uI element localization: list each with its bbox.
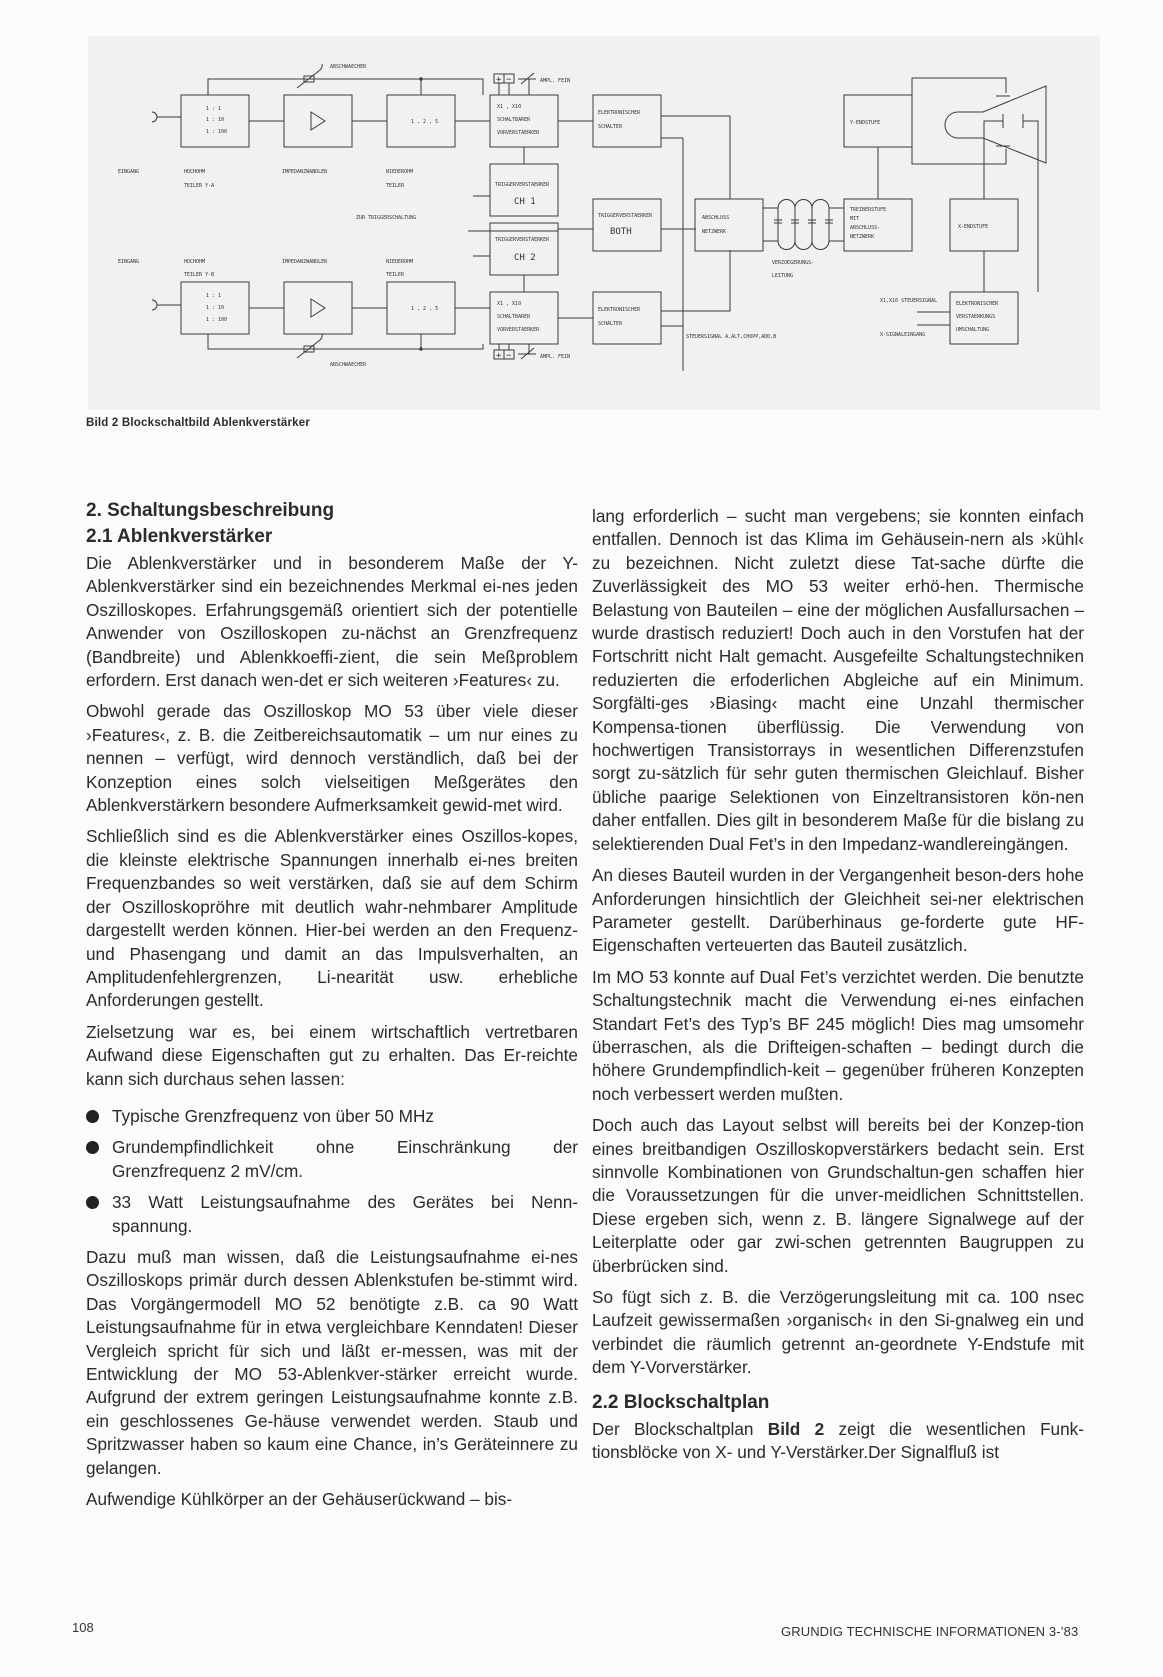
svg-text:X1,X10 STEUERSIGNAL: X1,X10 STEUERSIGNAL — [880, 298, 938, 304]
svg-text:AMPL. FEIN: AMPL. FEIN — [540, 354, 571, 360]
svg-text:TRIGGERVERSTAERKER: TRIGGERVERSTAERKER — [495, 182, 550, 188]
svg-text:+: + — [496, 75, 502, 85]
svg-text:UMSCHALTUNG: UMSCHALTUNG — [956, 327, 990, 333]
paragraph: Zielsetzung war es, bei einem wirtschaftlich vertretbaren Aufwand diese Eigenschaften gut zu erhalten. Das Er-reichte kann sich durchaus sehen lassen: — [86, 1021, 578, 1089]
paragraph: An dieses Bauteil wurden in der Vergangenheit beson-ders hohe Anforderungen hinsichtlich der Gleichheit sei-ner elektrischen Parameter gestellt. Darüberhinaus ge-forderte gute HF-Eigenschaften verteuerten das Bauteil zusätzlich. — [592, 865, 1084, 956]
svg-text:EINGANG: EINGANG — [118, 169, 140, 175]
trigger-amp-both-box — [593, 199, 661, 251]
feature-list — [86, 1105, 578, 1238]
electronic-switch-b-box — [593, 292, 661, 344]
svg-text:X1 , X10: X1 , X10 — [497, 104, 522, 110]
svg-text:−: − — [506, 75, 512, 85]
page-number: 108 — [72, 1620, 94, 1635]
svg-text:IMPEDANZWANDLER: IMPEDANZWANDLER — [282, 169, 328, 175]
paragraph: Schließlich sind es die Ablenkverstärker eines Oszillos-kopes, die kleinste elektrische Spannungen innerhalb ei-nes breiten Frequenzbandes so weit verstärken, daß sie auf dem Schirm der Oszilloskopröhre mit deutlich wahr-nehmbarer Amplitude dargestellt werden können. Hier-bei werden an den Frequenz- und Phasengang und damit an das Impulsverhalten, an Amplitudenfehlergrenzen, Li-nearität usw. erhebliche Anforderungen gestellt. — [86, 826, 578, 1011]
svg-text:SCHALTBARER: SCHALTBARER — [497, 314, 531, 320]
paragraph: So fügt sich z. B. die Verzögerungsleitung mit ca. 100 nsec Laufzeit gewissermaßen ›organisch‹ in den Si-gnalweg ein und verbindet die räumlich getrennt an-geordnete Y-Endstufe mit dem Y-Vorverstärker. — [592, 1287, 1084, 1378]
crt-tube-icon — [912, 78, 1046, 292]
svg-text:TRIGGERVERSTAERKER: TRIGGERVERSTAERKER — [495, 237, 550, 243]
svg-text:CH 2: CH 2 — [514, 253, 536, 263]
svg-text:1 : 10: 1 : 10 — [206, 117, 225, 123]
svg-text:1 , 2 , 5: 1 , 2 , 5 — [411, 306, 439, 312]
svg-text:NIEDEROHM: NIEDEROHM — [386, 259, 414, 265]
svg-text:VORVERSTAERKER: VORVERSTAERKER — [497, 327, 540, 333]
paragraph: lang erforderlich – sucht man vergebens; sie konnten einfach entfallen. Dennoch ist das Klima im Gehäusein-nern als ›kühl‹ zu bezeichnen. Nicht zuletzt diese Tat-sache dürfte die Zuverlässigkeit des MO 53 weiter erhö-hen. Thermische Belastung von Bauteilen – eine der möglichen Ausfallursachen – wurde drastisch reduziert! Doch auch in den Vorstufen hat der Fortschritt nicht Halt gemacht. Ausgefeilte Schaltungstechniken reduzierten die erfoderlichen Abgleiche auf ein Minimum. Sorgfälti-ges ›Biasing‹ macht eine Unzahl thermischer Kompensa-tionen überflüssig. Die Verwendung von hochwertigen Transistorrays in wesentlichen Differenzstufen sorgt zu-sätzlich für sehr guten thermischen Gleichlauf. Bisher übliche paarige Selektionen von Einzeltransistoren kön-nen daher entfallen. Dies gilt in besonderem Maße für die bislang zu selektierenden Dual Fet’s in den Impedanz-wandlereingängen. — [592, 506, 1084, 854]
svg-text:ABSCHWAECHER: ABSCHWAECHER — [330, 64, 367, 70]
impedance-converter-a-box — [284, 95, 352, 147]
svg-text:X1 , X10: X1 , X10 — [497, 301, 522, 307]
svg-text:VERZOEGERUNGS-: VERZOEGERUNGS- — [772, 260, 815, 266]
svg-text:HOCHOHM: HOCHOHM — [184, 259, 206, 265]
svg-text:SCHALTER: SCHALTER — [598, 124, 623, 130]
svg-text:ABSCHWAECHER: ABSCHWAECHER — [330, 362, 367, 368]
svg-text:NETZWERK: NETZWERK — [702, 229, 727, 235]
svg-text:+: + — [496, 351, 502, 361]
svg-text:EINGANG: EINGANG — [118, 259, 140, 265]
svg-text:TEILER Y-B: TEILER Y-B — [184, 272, 215, 278]
figure-reference: Bild 2 — [767, 1418, 825, 1439]
impedance-converter-b-box — [284, 282, 352, 334]
svg-text:HOCHOHM: HOCHOHM — [184, 169, 206, 175]
figure-caption: Bild 2 Blockschaltbild Ablenkverstärker — [86, 417, 311, 429]
subsection-title-blockschaltplan: 2.2 Blockschaltplan — [592, 1391, 770, 1413]
svg-text:CH 1: CH 1 — [514, 197, 536, 207]
svg-text:BOTH: BOTH — [610, 227, 632, 237]
svg-text:TEILER: TEILER — [386, 183, 405, 189]
svg-text:STEUERSIGNAL A,ALT,CHOPP,ADD,B: STEUERSIGNAL A,ALT,CHOPP,ADD,B — [686, 334, 777, 340]
svg-text:ABSCHLUSS-: ABSCHLUSS- — [850, 225, 881, 231]
paragraph: Aufwendige Kühlkörper an der Gehäuserückwand – bis- — [86, 1489, 513, 1510]
svg-text:NETZWERK: NETZWERK — [850, 234, 875, 240]
svg-text:AMPL. FEIN: AMPL. FEIN — [540, 78, 571, 84]
electronic-switch-a-box — [593, 95, 661, 147]
svg-text:TEILER: TEILER — [386, 272, 405, 278]
termination-network-box — [695, 199, 763, 251]
svg-text:TREIBERSTUFE: TREIBERSTUFE — [850, 207, 887, 213]
svg-text:−: − — [506, 351, 512, 361]
svg-text:LEITUNG: LEITUNG — [772, 273, 794, 279]
paragraph: Der Blockschaltplan Bild 2 zeigt die wesentlichen Funk-tionsblöcke von X- und Y-Verstärker.Der Signalfluß ist — [592, 1418, 1084, 1463]
delay-line-icon — [763, 200, 844, 250]
bullet-dot-icon — [86, 1196, 99, 1209]
svg-text:X-ENDSTUFE: X-ENDSTUFE — [958, 224, 989, 230]
svg-text:TRIGGERVERSTAERKER: TRIGGERVERSTAERKER — [598, 213, 653, 219]
svg-text:SCHALTBARER: SCHALTBARER — [497, 117, 531, 123]
svg-text:1 : 1: 1 : 1 — [206, 293, 222, 299]
feature-item: Grundempfindlichkeit ohne Einschränkung der Grenzfrequenz 2 mV/cm. — [86, 1136, 578, 1183]
svg-text:VORVERSTAERKER: VORVERSTAERKER — [497, 130, 540, 136]
svg-text:ELEKTRONISCHER: ELEKTRONISCHER — [598, 110, 641, 116]
paragraph: Doch auch das Layout selbst will bereits bei der Konzep-tion eines breitbandigen Oszilloskopverstärkers bedacht sein. Erst sinnvolle Kombinationen von Grundschaltun-gen schaffen hier die Voraussetzungen für die unver-meidlichen Schnittstellen. Diese ergeben sich, wenn z. B. längere Signalwege auf der Leiterplatte oder gar zwi-schen getrennten Baugruppen zu überbrücken sind. — [592, 1115, 1084, 1276]
bullet-dot-icon — [86, 1141, 99, 1154]
svg-text:ZUR TRIGGERSCHALTUNG: ZUR TRIGGERSCHALTUNG — [356, 215, 417, 221]
paragraph: Obwohl gerade das Oszilloskop MO 53 über viele dieser ›Features‹, z. B. die Zeitbereichsautomatik – um nur eines zu nennen – verfügt, wird dennoch verständlich, daß bei der Konzeption eines solch vielseitigen Meßgerätes den Ablenkverstärkern besondere Aufmerksamkeit gewid-met wird. — [86, 701, 578, 816]
amplifier-triangle-icon — [311, 112, 325, 130]
journal-footer: GRUNDIG TECHNISCHE INFORMATIONEN 3-’83 — [781, 1624, 1079, 1639]
svg-text:IMPEDANZWANDLER: IMPEDANZWANDLER — [282, 259, 328, 265]
svg-text:SCHALTER: SCHALTER — [598, 321, 623, 327]
paragraph: Dazu muß man wissen, daß die Leistungsaufnahme ei-nes Oszilloskops primär durch dessen Ablenkstufen be-stimmt wird. Das Vorgängermodell MO 52 benötigte z.B. ca 90 Watt Leistungsaufnahme für in etwa vergleichbare Kenndaten! Dieser Vergleich spricht für sich und läßt er-messen, was mit der Entwicklung der MO 53-Ablenkver-stärker erreicht wurde. Aufgrund der extrem geringen Leistungsaufnahme konnte z.B. ein geschlossenes Ge-häuse verwendet werden. Staub und Spritzwasser haben so kaum eine Chance, in’s Geräteinnere zu gelangen. — [86, 1246, 578, 1478]
svg-text:X-SIGNALEINGANG: X-SIGNALEINGANG — [880, 332, 926, 338]
amplifier-triangle-icon — [311, 299, 325, 317]
svg-text:1 : 1: 1 : 1 — [206, 106, 222, 112]
paragraph: Die Ablenkverstärker und in besonderem Maße der Y-Ablenkverstärker sind ein bezeichnendes Merkmal ei-nes jeden Oszilloskopes. Erfahrungsgemäß orientiert sich der potentielle Anwender von Oszilloskopen zu-nächst an Grenzfrequenz (Bandbreite) und Ablenkkoeffi-zient, die sein Meßproblem erfordern. Erst danach wen-det er sich weiteren ›Features‹ zu. — [86, 553, 578, 691]
feature-item: Typische Grenzfrequenz von über 50 MHz — [86, 1105, 578, 1128]
block-diagram — [88, 36, 1100, 410]
svg-text:VERSTAERKUNGS: VERSTAERKUNGS — [956, 314, 996, 320]
svg-text:1 : 10: 1 : 10 — [206, 305, 225, 311]
input-jack-a-icon — [152, 112, 157, 122]
section-title: 2. Schaltungsbeschreibung — [86, 500, 335, 521]
block-diagram-figure — [88, 36, 1100, 410]
subsection-title-ablenkverstaerker: 2.1 Ablenkverstärker — [86, 526, 273, 547]
input-jack-b-icon — [152, 300, 157, 310]
bullet-dot-icon — [86, 1110, 99, 1123]
svg-text:ELEKTRONISCHER: ELEKTRONISCHER — [956, 301, 999, 307]
trigger-amp-ch1-box — [490, 164, 558, 216]
feature-item: 33 Watt Leistungsaufnahme des Gerätes bei Nenn-spannung. — [86, 1191, 578, 1238]
svg-text:TEILER Y-A: TEILER Y-A — [184, 183, 215, 189]
svg-text:ABSCHLUSS: ABSCHLUSS — [702, 215, 730, 221]
right-column — [592, 505, 1084, 1472]
svg-text:MIT: MIT — [850, 216, 860, 222]
svg-text:1 : 100: 1 : 100 — [206, 129, 228, 135]
svg-text:1 , 2 , 5: 1 , 2 , 5 — [411, 119, 439, 125]
paragraph: Im MO 53 konnte auf Dual Fet’s verzichtet werden. Die benutzte Schaltungstechnik macht die Verwendung ei-nes einfachen Standart Fet’s des Typ’s BF 245 möglich! Dies mag umsomehr überraschen, als die Drifteigen-schaften – bedingt durch die höhere Grundempfindlich-keit – gegenüber früheren Konzepten noch verbessert werden mußten. — [592, 966, 1084, 1104]
svg-text:NIEDEROHM: NIEDEROHM — [386, 169, 414, 175]
svg-text:ELEKTRONISCHER: ELEKTRONISCHER — [598, 307, 641, 313]
svg-text:Y-ENDSTUFE: Y-ENDSTUFE — [850, 120, 881, 126]
svg-text:1 : 100: 1 : 100 — [206, 317, 228, 323]
left-column — [86, 498, 578, 1519]
